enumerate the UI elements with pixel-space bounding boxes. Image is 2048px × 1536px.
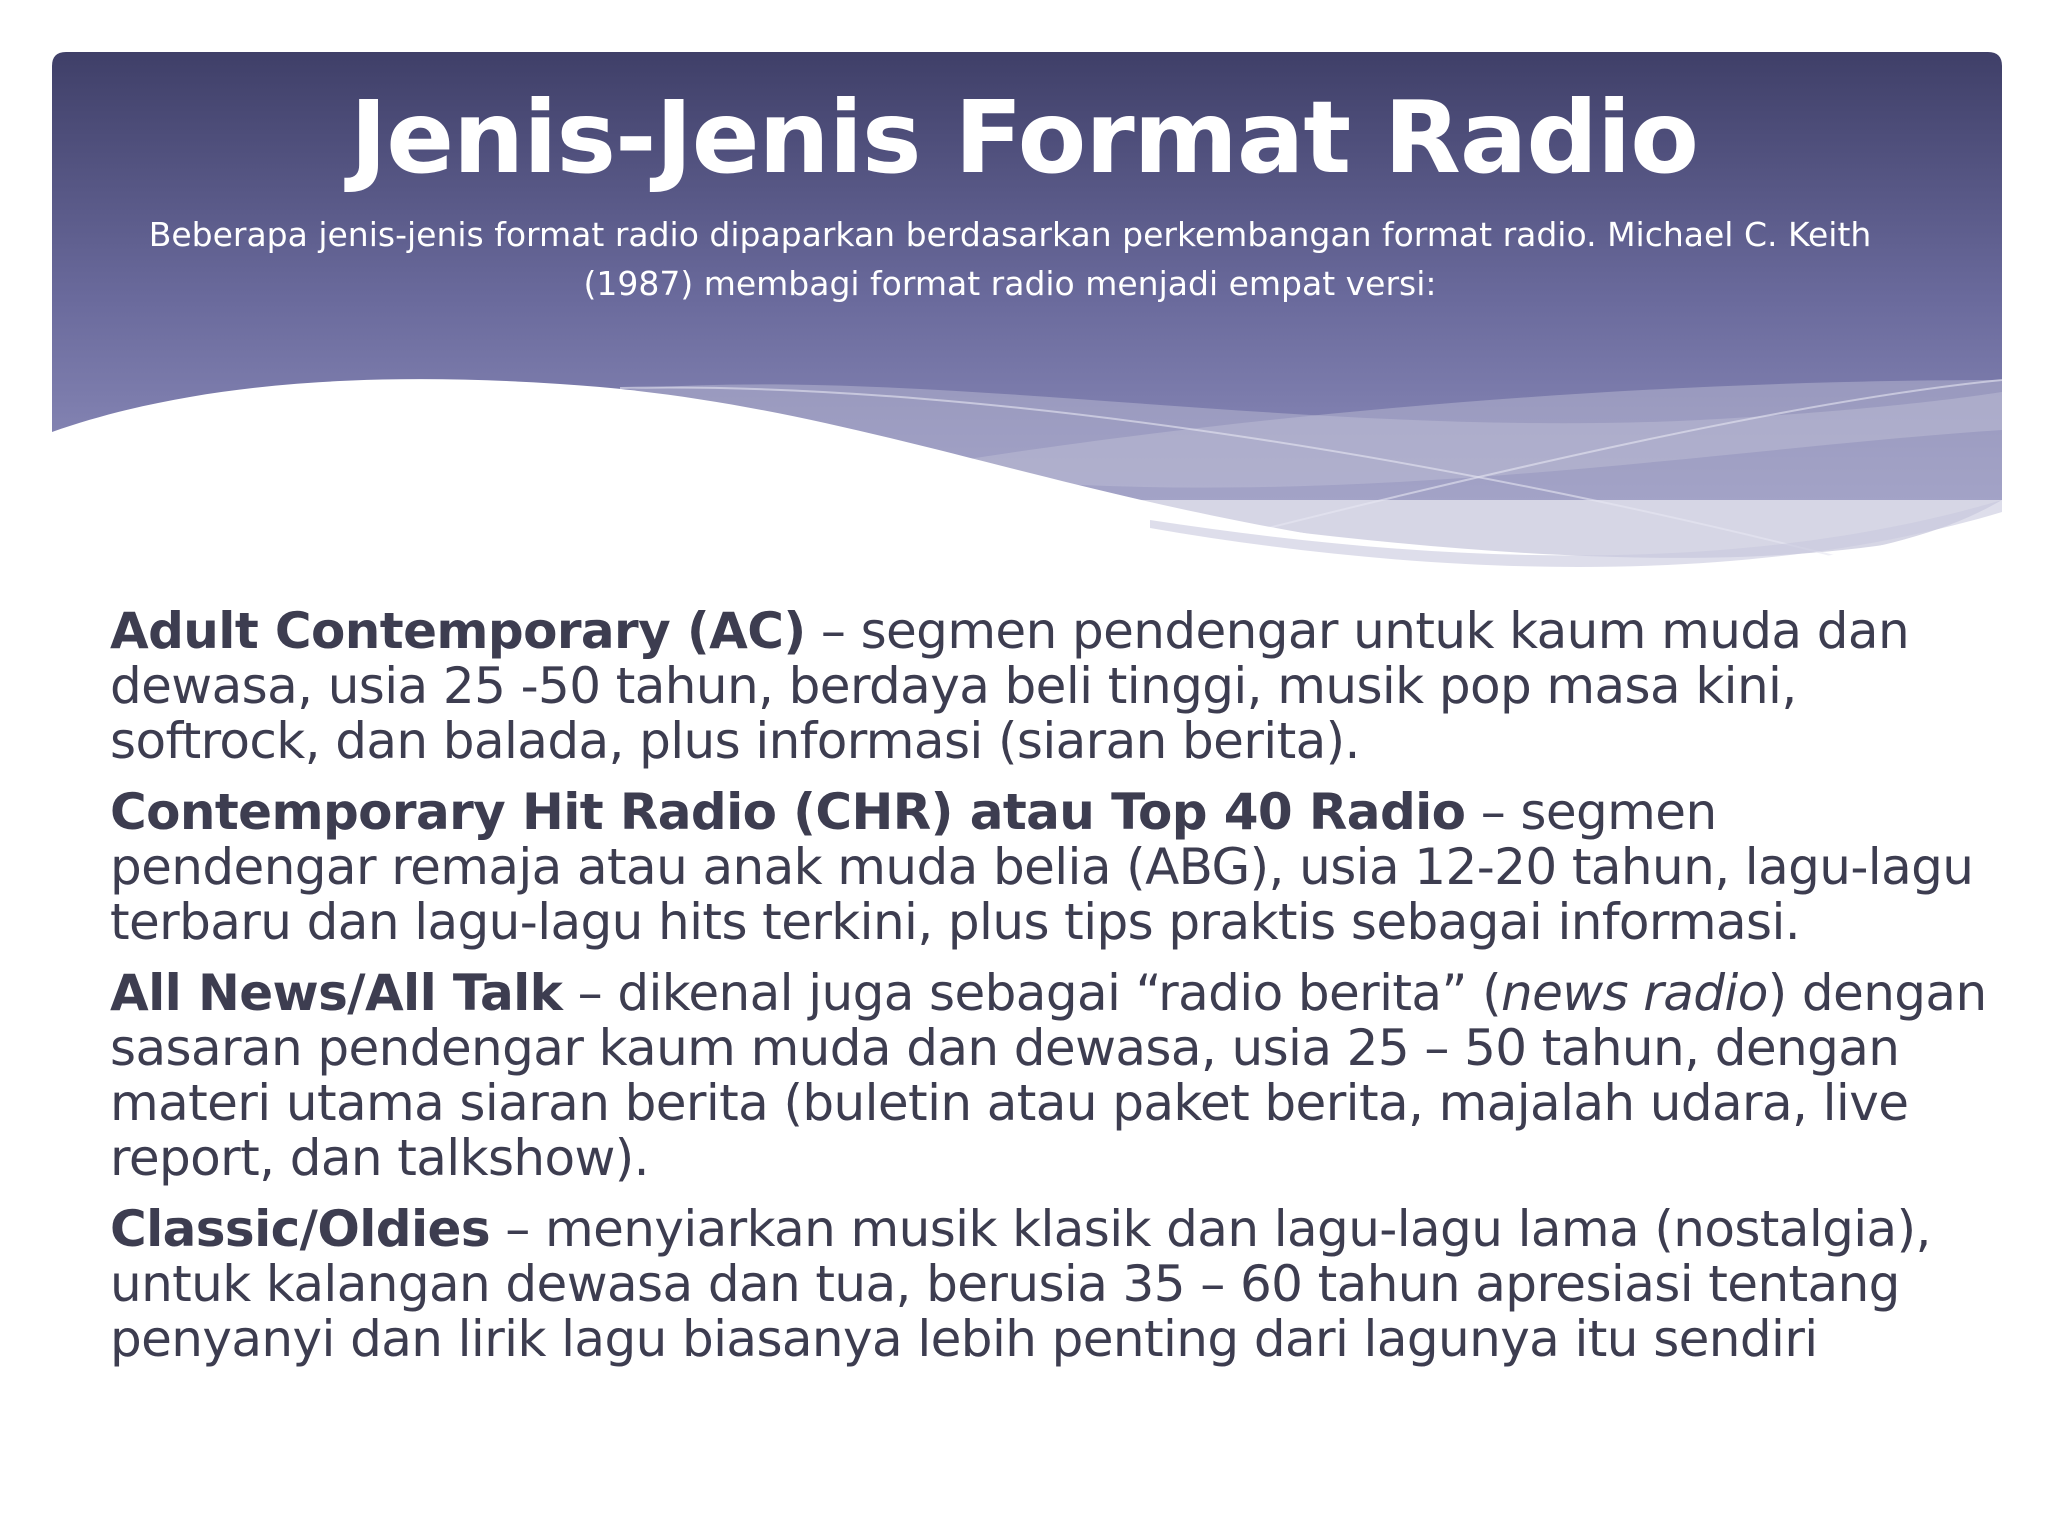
format-item-classic-oldies <box>110 1202 1990 1367</box>
format-item-ac <box>110 604 1990 769</box>
format-term: Contemporary Hit Radio (CHR) atau Top 40 Radio <box>110 783 1466 841</box>
format-list <box>110 604 1990 1383</box>
format-item-chr <box>110 785 1990 950</box>
format-term: Adult Contemporary (AC) <box>110 602 806 660</box>
format-term: Classic/Oldies <box>110 1200 490 1258</box>
format-item-news-talk <box>110 966 1990 1186</box>
format-description-italic: news radio <box>1500 964 1768 1022</box>
format-term: All News/All Talk <box>110 964 563 1022</box>
slide-title: Jenis-Jenis Format Radio <box>350 79 1698 196</box>
format-description-after: ) dengan sasaran pendengar kaum muda dan dewasa, usia 25 – 50 tahun, dengan materi utama siaran berita (buletin atau paket berita, majalah udara, live report, dan talkshow). <box>110 964 1987 1187</box>
format-description: – segmen pendengar untuk kaum muda dan dewasa, usia 25 -50 tahun, berdaya beli tinggi, musik pop masa kini, softrock, dan balada, plus informasi (siaran berita). <box>110 602 1910 770</box>
format-description: – segmen pendengar remaja atau anak muda belia (ABG), usia 12-20 tahun, lagu-lagu terbaru dan lagu-lagu hits terkini, plus tips praktis sebagai informasi. <box>110 783 1974 951</box>
slide-subtitle: Beberapa jenis-jenis format radio dipaparkan berdasarkan perkembangan format radio. Michael C. Keith (1987) membagi format radio menjadi empat versi: <box>148 215 1872 303</box>
format-description: – menyiarkan musik klasik dan lagu-lagu lama (nostalgia), untuk kalangan dewasa dan tua, berusia 35 – 60 tahun apresiasi tentang penyanyi dan lirik lagu biasanya lebih penting dari lagunya itu sendiri <box>110 1200 1931 1368</box>
format-description-before: – dikenal juga sebagai “radio berita” ( <box>562 964 1501 1022</box>
